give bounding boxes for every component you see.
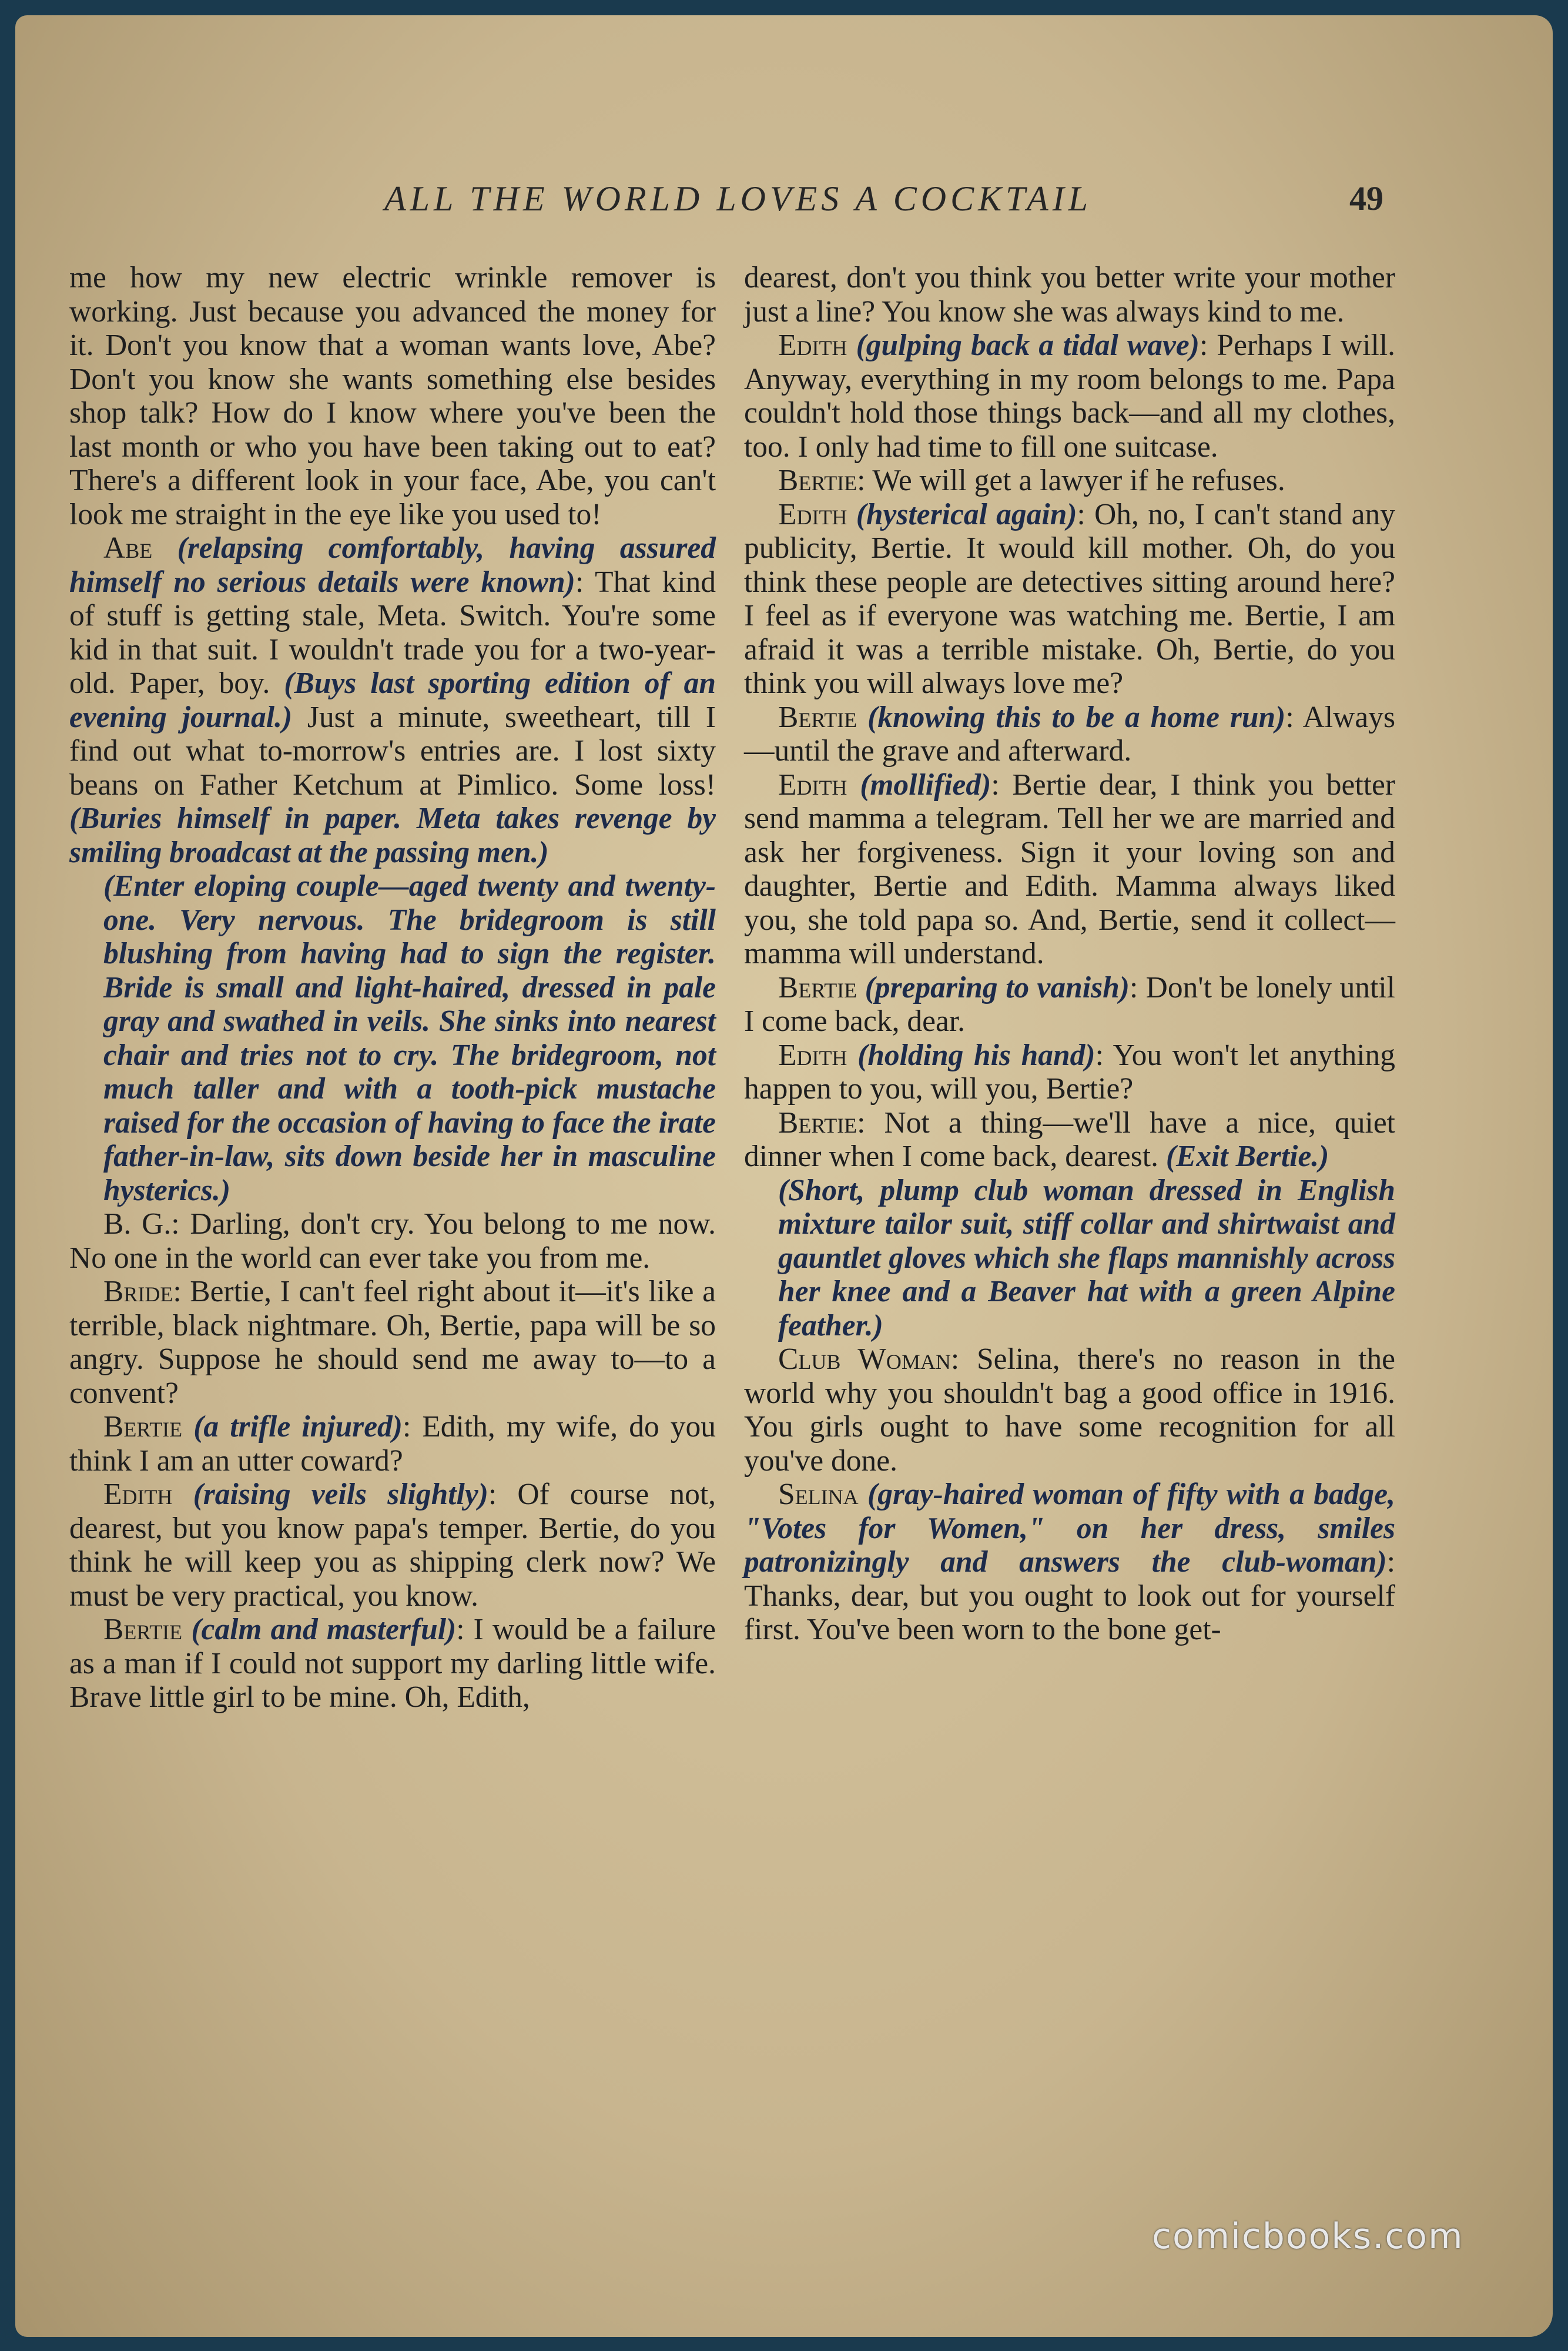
- paragraph: [744, 464, 1395, 498]
- speaker-name: Bertie: [103, 1410, 183, 1444]
- dialogue: : Oh, no, I can't stand any publicity, Bertie. It would kill mother. Oh, do you think these people are detectives sitting around here? I feel as if everyone was watching me. Bertie, I am afraid it was a terrible mistake. Oh, Bertie, do you think you will always love me?: [744, 497, 1395, 700]
- speaker-name: Bertie: [778, 700, 857, 734]
- stage-direction: (knowing this to be a home run): [867, 700, 1286, 734]
- speaker-name: Bertie: [778, 970, 857, 1004]
- book-page: [15, 15, 1553, 2337]
- paragraph: [69, 1207, 716, 1275]
- stage-direction: (gulping back a tidal wave): [856, 329, 1200, 362]
- running-head: [15, 179, 1553, 232]
- paragraph: [744, 1106, 1395, 1174]
- speaker-name: Club Woman: [778, 1342, 951, 1376]
- speaker-name: Bride: [103, 1275, 173, 1308]
- dialogue: : That kind of stuff is getting stale, Meta. Switch. You're some kid in that suit. I wouldn't trade you for a two-year-old. Paper, boy.: [69, 565, 716, 700]
- dialogue: : Selina, there's no reason in the world why you shouldn't bag a good office in 1916. You girls ought to have some recognition for all you've done.: [744, 1342, 1395, 1478]
- dialogue: Just a minute, sweetheart, till I find out what to-morrow's entries are. I lost sixty beans on Father Ketchum at Pimlico. Some loss!: [69, 700, 716, 802]
- paragraph: [744, 701, 1395, 768]
- paragraph: [69, 1613, 716, 1714]
- stage-direction: (calm and masterful): [191, 1613, 457, 1646]
- stage-direction: (Buys last sporting edition of an evening journal.): [69, 667, 716, 734]
- dialogue: : Don't be lonely until I come back, dear.: [744, 970, 1395, 1038]
- speaker-name: Bertie: [103, 1613, 183, 1646]
- speaker-name: Edith: [778, 768, 847, 802]
- speaker-name: Abe: [103, 531, 153, 565]
- stage-direction: (hysterical again): [856, 497, 1077, 531]
- dialogue: : Edith, my wife, do you think I am an utter coward?: [69, 1410, 716, 1478]
- stage-direction: (Exit Bertie.): [1165, 1140, 1329, 1173]
- dialogue: : You won't let anything happen to you, will you, Bertie?: [744, 1038, 1396, 1106]
- dialogue: : Bertie, I can't feel right about it—it's like a terrible, black nightmare. Oh, Bertie, papa will be so angry. Suppose he should send me away to—to a convent?: [69, 1275, 716, 1410]
- speaker-name: Edith: [778, 329, 847, 362]
- paragraph: [69, 1478, 716, 1613]
- dialogue: : Of course not, dearest, but you know papa's temper. Bertie, do you think he will keep you as shipping clerk now? We must be very practical, you know.: [69, 1478, 716, 1613]
- speaker-name: Bertie: [778, 1106, 857, 1140]
- paragraph: [744, 1342, 1395, 1478]
- paragraph: me how my new electric wrinkle remover is working. Just because you advanced the money for it. Don't you know that a woman wants love, Abe? Don't you know she wants something else besides shop talk? How do I know where you've been the last month or who you have been taking out to eat? There's a different look in your face, Abe, you can't look me straight in the eye like you used to!: [69, 261, 716, 531]
- stage-direction: (a trifle injured): [193, 1410, 403, 1444]
- dialogue: : Bertie dear, I think you better send mamma a telegram. Tell her we are married and ask her forgiveness. Sign it your loving son and daughter, Bertie and Edith. Mamma always liked you, she told papa so. And, Bertie, send it collect—mamma will understand.: [744, 768, 1396, 970]
- dialogue: : We will get a lawyer if he refuses.: [857, 464, 1285, 497]
- speaker-name: Edith: [778, 497, 847, 531]
- stage-direction: (preparing to vanish): [865, 970, 1130, 1004]
- dialogue: : Not a thing—we'll have a nice, quiet dinner when I come back, dearest.: [744, 1106, 1395, 1173]
- paragraph: [69, 1410, 716, 1478]
- dialogue: : I would be a failure as a man if I could not support my darling little wife. Brave little girl to be mine. Oh, Edith,: [69, 1613, 716, 1714]
- paragraph: [744, 329, 1395, 464]
- speaker-name: Edith: [778, 1038, 847, 1072]
- stage-direction: (relapsing comfortably, having assured himself no serious details were known): [69, 531, 716, 599]
- stage-direction: (gray-haired woman of fifty with a badge, "Votes for Women," on her dress, smiles patronizingly and answers the club-woman): [744, 1478, 1395, 1579]
- dialogue: : Always—until the grave and afterward.: [744, 700, 1396, 768]
- dialogue: : Perhaps I will. Anyway, everything in my room belongs to me. Papa couldn't hold those things back—and all my clothes, too. I only had time to fill one suitcase.: [744, 329, 1395, 464]
- paragraph: [69, 1275, 716, 1410]
- speaker-name: B. G.: [103, 1207, 172, 1241]
- speaker-name: Selina: [778, 1478, 859, 1511]
- right-column: [744, 261, 1395, 1647]
- speaker-name: Edith: [103, 1478, 173, 1511]
- speaker-name: Bertie: [778, 464, 857, 497]
- paragraph: [744, 1478, 1395, 1647]
- running-title: ALL THE WORLD LOVES A COCKTAIL: [384, 179, 1093, 218]
- dialogue: : Thanks, dear, but you ought to look out for yourself first. You've been worn to the bone get-: [744, 1545, 1395, 1646]
- paragraph: [744, 971, 1395, 1039]
- paragraph: [744, 768, 1395, 971]
- stage-direction: (holding his hand): [857, 1038, 1095, 1072]
- paragraph: [744, 498, 1395, 701]
- stage-direction-block: (Enter eloping couple—aged twenty and twenty-one. Very nervous. The bridegroom is still blushing from having had to sign the register. Bride is small and light-haired, dressed in pale gray and swathed in veils. She sinks into nearest chair and tries not to cry. The bridegroom, not much taller and with a tooth-pick mustache raised for the occasion of having to face the irate father-in-law, sits down beside her in masculine hysterics.): [103, 869, 716, 1207]
- stage-direction: (mollified): [860, 768, 991, 802]
- paragraph: [744, 1039, 1395, 1106]
- stage-direction-block: (Short, plump club woman dressed in English mixture tailor suit, stiff collar and shirtwaist and gauntlet gloves which she flaps mannishly across her knee and a Beaver hat with a green Alpine feather.): [778, 1173, 1395, 1342]
- dialogue: : Darling, don't cry. You belong to me now. No one in the world can ever take you from me.: [69, 1207, 716, 1275]
- page-number: 49: [1349, 179, 1383, 217]
- left-column: [69, 261, 716, 1714]
- stage-direction: (raising veils slightly): [193, 1478, 488, 1511]
- stage-direction: (Buries himself in paper. Meta takes revenge by smiling broadcast at the passing men.): [69, 802, 716, 869]
- watermark: comicbooks.com: [1152, 2216, 1464, 2257]
- paragraph: dearest, don't you think you better write your mother just a line? You know she was always kind to me.: [744, 261, 1395, 329]
- paragraph: [69, 531, 716, 869]
